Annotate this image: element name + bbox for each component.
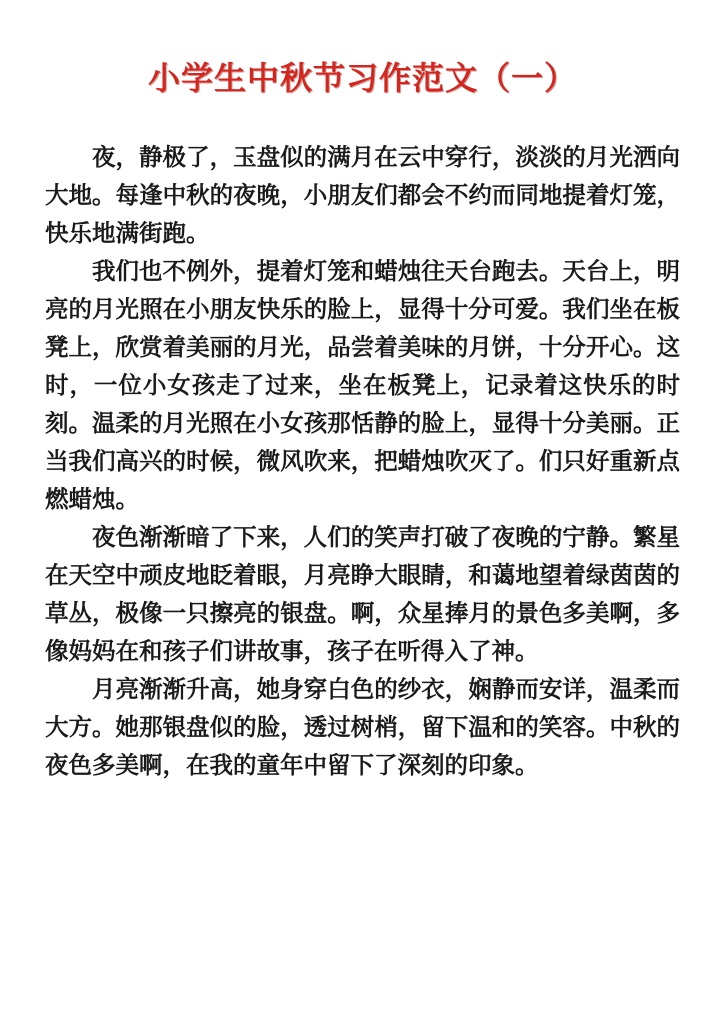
paragraph: 夜色渐渐暗了下来，人们的笑声打破了夜晚的宁静。繁星在天空中顽皮地眨着眼，月亮睁大眼睛，和蔼地望着绿茵茵的草丛，极像一只擦亮的银盘。啊，众星捧月的景色多美啊，多像妈妈在和孩子们讲故事，孩子在听得入了神。 <box>45 523 680 665</box>
paragraph: 我们也不例外，提着灯笼和蜡烛往天台跑去。天台上，明亮的月光照在小朋友快乐的脸上，显得十分可爱。我们坐在板凳上，欣赏着美丽的月光，品尝着美味的月饼，十分开心。这时，一位小女孩走了过来，坐在板凳上，记录着这快乐的时刻。温柔的月光照在小女孩那恬静的脸上，显得十分美丽。正当我们高兴的时候，微风吹来，把蜡烛吹灭了。们只好重新点燃蜡烛。 <box>45 257 680 513</box>
essay-body <box>45 138 680 784</box>
paragraph: 夜，静极了，玉盘似的满月在云中穿行，淡淡的月光洒向大地。每逢中秋的夜晚，小朋友们都会不约而同地提着灯笼，快乐地满街跑。 <box>45 143 680 247</box>
page-title: 小学生中秋节习作范文（一） <box>147 59 577 97</box>
paragraph: 月亮渐渐升高，她身穿白色的纱衣，娴静而安详，温柔而大方。她那银盘似的脸，透过树梢，留下温和的笑容。中秋的夜色多美啊，在我的童年中留下了深刻的印象。 <box>45 675 680 779</box>
